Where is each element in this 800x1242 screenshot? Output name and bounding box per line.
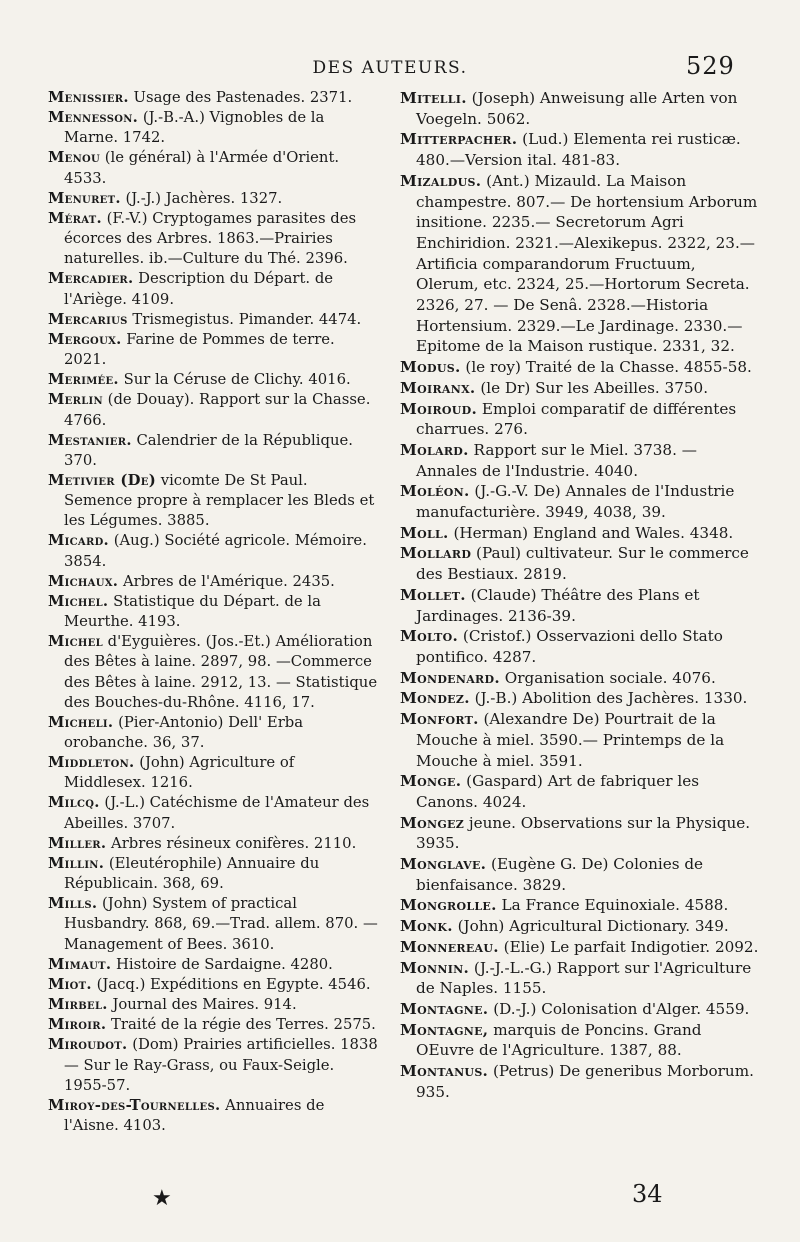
index-entry bbox=[400, 813, 760, 854]
index-entry bbox=[400, 916, 760, 937]
entry-text: (Petrus) De generibus Morborum. 935. bbox=[416, 1062, 754, 1101]
author-name: Moiroud. bbox=[400, 399, 478, 418]
author-name: Mercadier. bbox=[48, 270, 134, 288]
index-entry bbox=[400, 688, 760, 709]
author-name: Metivier (De) bbox=[48, 471, 156, 489]
author-name: Moiranx. bbox=[400, 378, 476, 397]
index-entry bbox=[48, 531, 378, 571]
author-name: Monk. bbox=[400, 917, 453, 936]
author-name: Menou bbox=[48, 149, 101, 167]
author-name: Mergoux. bbox=[48, 330, 122, 348]
index-entry bbox=[48, 431, 378, 471]
entry-text: (le général) à l'Armée d'Orient. 4533. bbox=[64, 149, 340, 187]
index-entry bbox=[48, 793, 378, 833]
entry-text: Histoire de Sardaigne. 4280. bbox=[111, 955, 333, 973]
index-entry bbox=[400, 1020, 760, 1061]
right-column bbox=[400, 88, 760, 1102]
entry-text: (Paul) cultivateur. Sur le commerce des Bestiaux. 2819. bbox=[416, 544, 749, 584]
entry-text: (Joseph) Anweisung alle Arten von Voegeln. 5062. bbox=[416, 89, 738, 128]
entry-text: (John) Agricultural Dictionary. 349. bbox=[452, 917, 729, 936]
author-name: Mestanier. bbox=[48, 431, 132, 449]
index-entry bbox=[400, 523, 760, 544]
author-name: Mondez. bbox=[400, 689, 470, 708]
author-name: Miroy-des-Tournelles. bbox=[48, 1096, 221, 1114]
entry-text: Organisation sociale. 4076. bbox=[499, 668, 716, 687]
author-name: Merimée. bbox=[48, 371, 119, 389]
author-name: Millin. bbox=[48, 854, 105, 872]
entry-text: (J.-J.) Jachères. 1327. bbox=[120, 189, 283, 207]
index-entry bbox=[400, 668, 760, 689]
entry-text: (J.-B.) Abolition des Jachères. 1330. bbox=[469, 689, 748, 708]
author-name: Mitterpacher. bbox=[400, 130, 518, 149]
entry-text: (J.-B.-A.) Vignobles de la Marne. 1742. bbox=[64, 109, 325, 147]
author-name: Montagne. bbox=[400, 999, 489, 1018]
author-name: Mérat. bbox=[48, 209, 102, 227]
index-entry bbox=[400, 709, 760, 771]
index-entry bbox=[400, 357, 760, 378]
entry-text: Sur la Céruse de Clichy. 4016. bbox=[118, 371, 351, 389]
entry-text: (Dom) Prairies artificielles. 1838 — Sur le Ray-Grass, ou Faux-Seigle. 1955-57. bbox=[64, 1036, 378, 1094]
author-name: Mollard bbox=[400, 544, 472, 563]
entry-text: (J.-J.-L.-G.) Rapport sur l'Agriculture de Naples. 1155. bbox=[416, 958, 752, 998]
author-name: Milcq. bbox=[48, 794, 100, 812]
index-entry bbox=[48, 854, 378, 894]
index-entry bbox=[400, 854, 760, 895]
entry-text: vicomte De St Paul. Semence propre à remplacer les Bleds et les Légumes. 3885. bbox=[64, 471, 375, 530]
running-header: DES AUTEURS. bbox=[312, 58, 468, 78]
entry-text: (le roy) Traité de la Chasse. 4855-58. bbox=[460, 358, 752, 377]
index-entry bbox=[400, 481, 760, 522]
index-entry bbox=[400, 895, 760, 916]
author-name: Mollet. bbox=[400, 585, 466, 604]
index-entry bbox=[400, 771, 760, 812]
index-entry bbox=[48, 834, 378, 854]
index-entry bbox=[400, 585, 760, 626]
entry-text: (D.-J.) Colonisation d'Alger. 4559. bbox=[488, 999, 750, 1018]
index-entry bbox=[48, 209, 378, 269]
entry-text: Journal des Maires. 914. bbox=[107, 996, 297, 1014]
index-entry bbox=[48, 471, 378, 531]
author-name: Monglave. bbox=[400, 855, 487, 874]
author-name: Mirbel. bbox=[48, 996, 108, 1014]
author-name: Monnin. bbox=[400, 958, 470, 977]
author-name: Michel bbox=[48, 633, 103, 651]
author-name: Moll. bbox=[400, 523, 449, 542]
index-entry bbox=[400, 171, 760, 357]
author-name: Mimaut. bbox=[48, 955, 112, 973]
author-name: Mercarius bbox=[48, 310, 128, 328]
index-entry bbox=[48, 1035, 378, 1095]
entry-text: Emploi comparatif de différentes charrues. 276. bbox=[416, 399, 737, 439]
entry-text: Annuaires de l'Aisne. 4103. bbox=[64, 1096, 325, 1134]
index-entry bbox=[400, 937, 760, 958]
index-entry bbox=[48, 995, 378, 1015]
author-name: Miroir. bbox=[48, 1016, 107, 1034]
author-name: Monnereau. bbox=[400, 937, 499, 956]
index-entry bbox=[48, 592, 378, 632]
index-entry bbox=[48, 88, 378, 108]
author-name: Mongrolle. bbox=[400, 896, 497, 915]
index-entry bbox=[400, 626, 760, 667]
author-name: Monge. bbox=[400, 772, 462, 791]
entry-text: (Alexandre De) Pourtrait de la Mouche à miel. 3590.— Printemps de la Mouche à miel. 3591. bbox=[416, 710, 725, 770]
index-entry bbox=[48, 955, 378, 975]
index-entry bbox=[48, 1015, 378, 1035]
signature-mark: 34 bbox=[632, 1180, 663, 1208]
entry-text: (Jacq.) Expéditions en Egypte. 4546. bbox=[91, 975, 371, 993]
author-name: Menuret. bbox=[48, 189, 121, 207]
author-name: Michaux. bbox=[48, 572, 119, 590]
entry-text: La France Equinoxiale. 4588. bbox=[496, 896, 729, 915]
author-name: Micheli. bbox=[48, 713, 114, 731]
entry-text: (Eugène G. De) Colonies de bienfaisance. 3829. bbox=[416, 855, 704, 894]
index-entry bbox=[48, 975, 378, 995]
author-name: Montagne, bbox=[400, 1020, 489, 1039]
index-entry bbox=[400, 1061, 760, 1102]
index-entry bbox=[400, 999, 760, 1020]
entry-text: (Claude) Théâtre des Plans et Jardinages. 2136-39. bbox=[416, 585, 700, 625]
entry-text: (Cristof.) Osservazioni dello Stato pontifico. 4287. bbox=[416, 627, 723, 666]
author-name: Mizaldus. bbox=[400, 171, 482, 190]
index-entry bbox=[400, 399, 760, 440]
page-number: 529 bbox=[686, 52, 735, 80]
entry-text: Calendrier de la République. 370. bbox=[64, 431, 353, 469]
index-entry bbox=[48, 753, 378, 793]
entry-text: (Eleutérophile) Annuaire du Républicain. 368, 69. bbox=[64, 854, 320, 893]
entry-text: (Ant.) Mizauld. La Maison champestre. 807.— De hortensium Arborum insitione. 2235.— Secretorum Agri Enchiridion. 2321.—Alexikepus. 2322, 23.—Artificia comparandorum Fructuum, Olerum, etc. 2324, 25.—Hortorum Secreta. 2326, 27. — De Senâ. 2328.—Historia Hortensium. 2329.—Le Jardinage. 2330.—Epitome de la Maison rustique. 2331, 32. bbox=[416, 171, 758, 356]
author-name: Mitelli. bbox=[400, 89, 467, 107]
author-name: Mennesson. bbox=[48, 109, 139, 127]
index-entry bbox=[48, 370, 378, 390]
entry-text: jeune. Observations sur la Physique. 3935. bbox=[416, 813, 751, 853]
author-name: Miot. bbox=[48, 975, 92, 993]
author-name: Mondenard. bbox=[400, 668, 500, 687]
index-entry bbox=[48, 310, 378, 330]
author-name: Mills. bbox=[48, 895, 98, 913]
author-name: Molto. bbox=[400, 627, 459, 646]
index-entry bbox=[400, 440, 760, 481]
index-entry bbox=[48, 894, 378, 954]
entry-text: Description du Départ. de l'Ariège. 4109. bbox=[64, 270, 334, 308]
entry-text: Rapport sur le Miel. 3738. — Annales de l'Industrie. 4040. bbox=[416, 440, 697, 480]
entry-text: Usage des Pastenades. 2371. bbox=[128, 89, 353, 106]
entry-text: marquis de Poncins. Grand OEuvre de l'Agriculture. 1387, 88. bbox=[416, 1020, 702, 1060]
index-entry bbox=[48, 108, 378, 148]
index-entry bbox=[48, 713, 378, 753]
entry-text: Trismegistus. Pimander. 4474. bbox=[127, 310, 362, 328]
index-entry bbox=[400, 958, 760, 999]
author-name: Miller. bbox=[48, 834, 107, 852]
author-name: Monfort. bbox=[400, 710, 479, 729]
entry-text: Arbres résineux conifères. 2110. bbox=[106, 834, 357, 852]
index-entry bbox=[48, 1096, 378, 1136]
author-name: Modus. bbox=[400, 358, 461, 377]
author-name: Mongez bbox=[400, 813, 465, 832]
entry-text: (J.-L.) Catéchisme de l'Amateur des Abeilles. 3707. bbox=[64, 794, 370, 832]
author-name: Miroudot. bbox=[48, 1036, 128, 1054]
entry-text: (Lud.) Elementa rei rusticæ. 480.—Version ital. 481-83. bbox=[416, 130, 741, 170]
author-name: Micard. bbox=[48, 532, 110, 550]
entry-text: d'Eyguières. (Jos.-Et.) Amélioration des Bêtes à laine. 2897, 98. —Commerce des Bêtes à laine. 2912, 13. — Statistique des Bouches-du-Rhône. 4116, 17. bbox=[64, 633, 378, 711]
entry-text: (Elie) Le parfait Indigotier. 2092. bbox=[498, 937, 759, 956]
index-entry bbox=[400, 378, 760, 399]
index-entry bbox=[48, 632, 378, 713]
index-entry bbox=[48, 189, 378, 209]
index-entry bbox=[48, 148, 378, 188]
entry-text: Statistique du Départ. de la Meurthe. 4193. bbox=[64, 592, 321, 631]
entry-text: (Aug.) Société agricole. Mémoire. 3854. bbox=[64, 532, 367, 570]
author-name: Montanus. bbox=[400, 1062, 489, 1081]
author-name: Merlin bbox=[48, 391, 103, 409]
entry-text: (F.-V.) Cryptogames parasites des écorces des Arbres. 1863.—Prairies naturelles. ib.—Culture du Thé. 2396. bbox=[64, 209, 357, 268]
entry-text: (Gaspard) Art de fabriquer les Canons. 4024. bbox=[416, 772, 700, 811]
entry-text: (Herman) England and Wales. 4348. bbox=[448, 523, 734, 542]
index-entry bbox=[48, 572, 378, 592]
index-entry bbox=[48, 269, 378, 309]
index-entry bbox=[48, 390, 378, 430]
entry-text: (Pier-Antonio) Dell' Erba orobanche. 36, 37. bbox=[64, 713, 304, 751]
entry-text: Arbres de l'Amérique. 2435. bbox=[118, 572, 335, 590]
author-name: Moléon. bbox=[400, 482, 470, 501]
entry-text: (John) Agriculture of Middlesex. 1216. bbox=[64, 754, 295, 792]
index-entry bbox=[400, 543, 760, 584]
entry-text: (J.-G.-V. De) Annales de l'Industrie manufacturière. 3949, 4038, 39. bbox=[416, 482, 735, 522]
index-entry bbox=[48, 330, 378, 370]
author-name: Michel. bbox=[48, 592, 109, 610]
left-column bbox=[48, 88, 378, 1136]
entry-text: Traité de la régie des Terres. 2575. bbox=[106, 1016, 376, 1034]
footer-star: ★ bbox=[152, 1186, 172, 1211]
author-name: Molard. bbox=[400, 440, 469, 459]
entry-text: (de Douay). Rapport sur la Chasse. 4766. bbox=[64, 391, 371, 429]
entry-text: Farine de Pommes de terre. 2021. bbox=[64, 330, 335, 369]
entry-text: (le Dr) Sur les Abeilles. 3750. bbox=[475, 378, 709, 397]
index-entry bbox=[400, 88, 760, 129]
entry-text: (John) System of practical Husbandry. 868, 69.—Trad. allem. 870. —Management of Bees. 3610. bbox=[64, 895, 378, 953]
author-name: Menissier. bbox=[48, 89, 129, 106]
author-name: Middleton. bbox=[48, 754, 135, 772]
index-entry bbox=[400, 129, 760, 170]
